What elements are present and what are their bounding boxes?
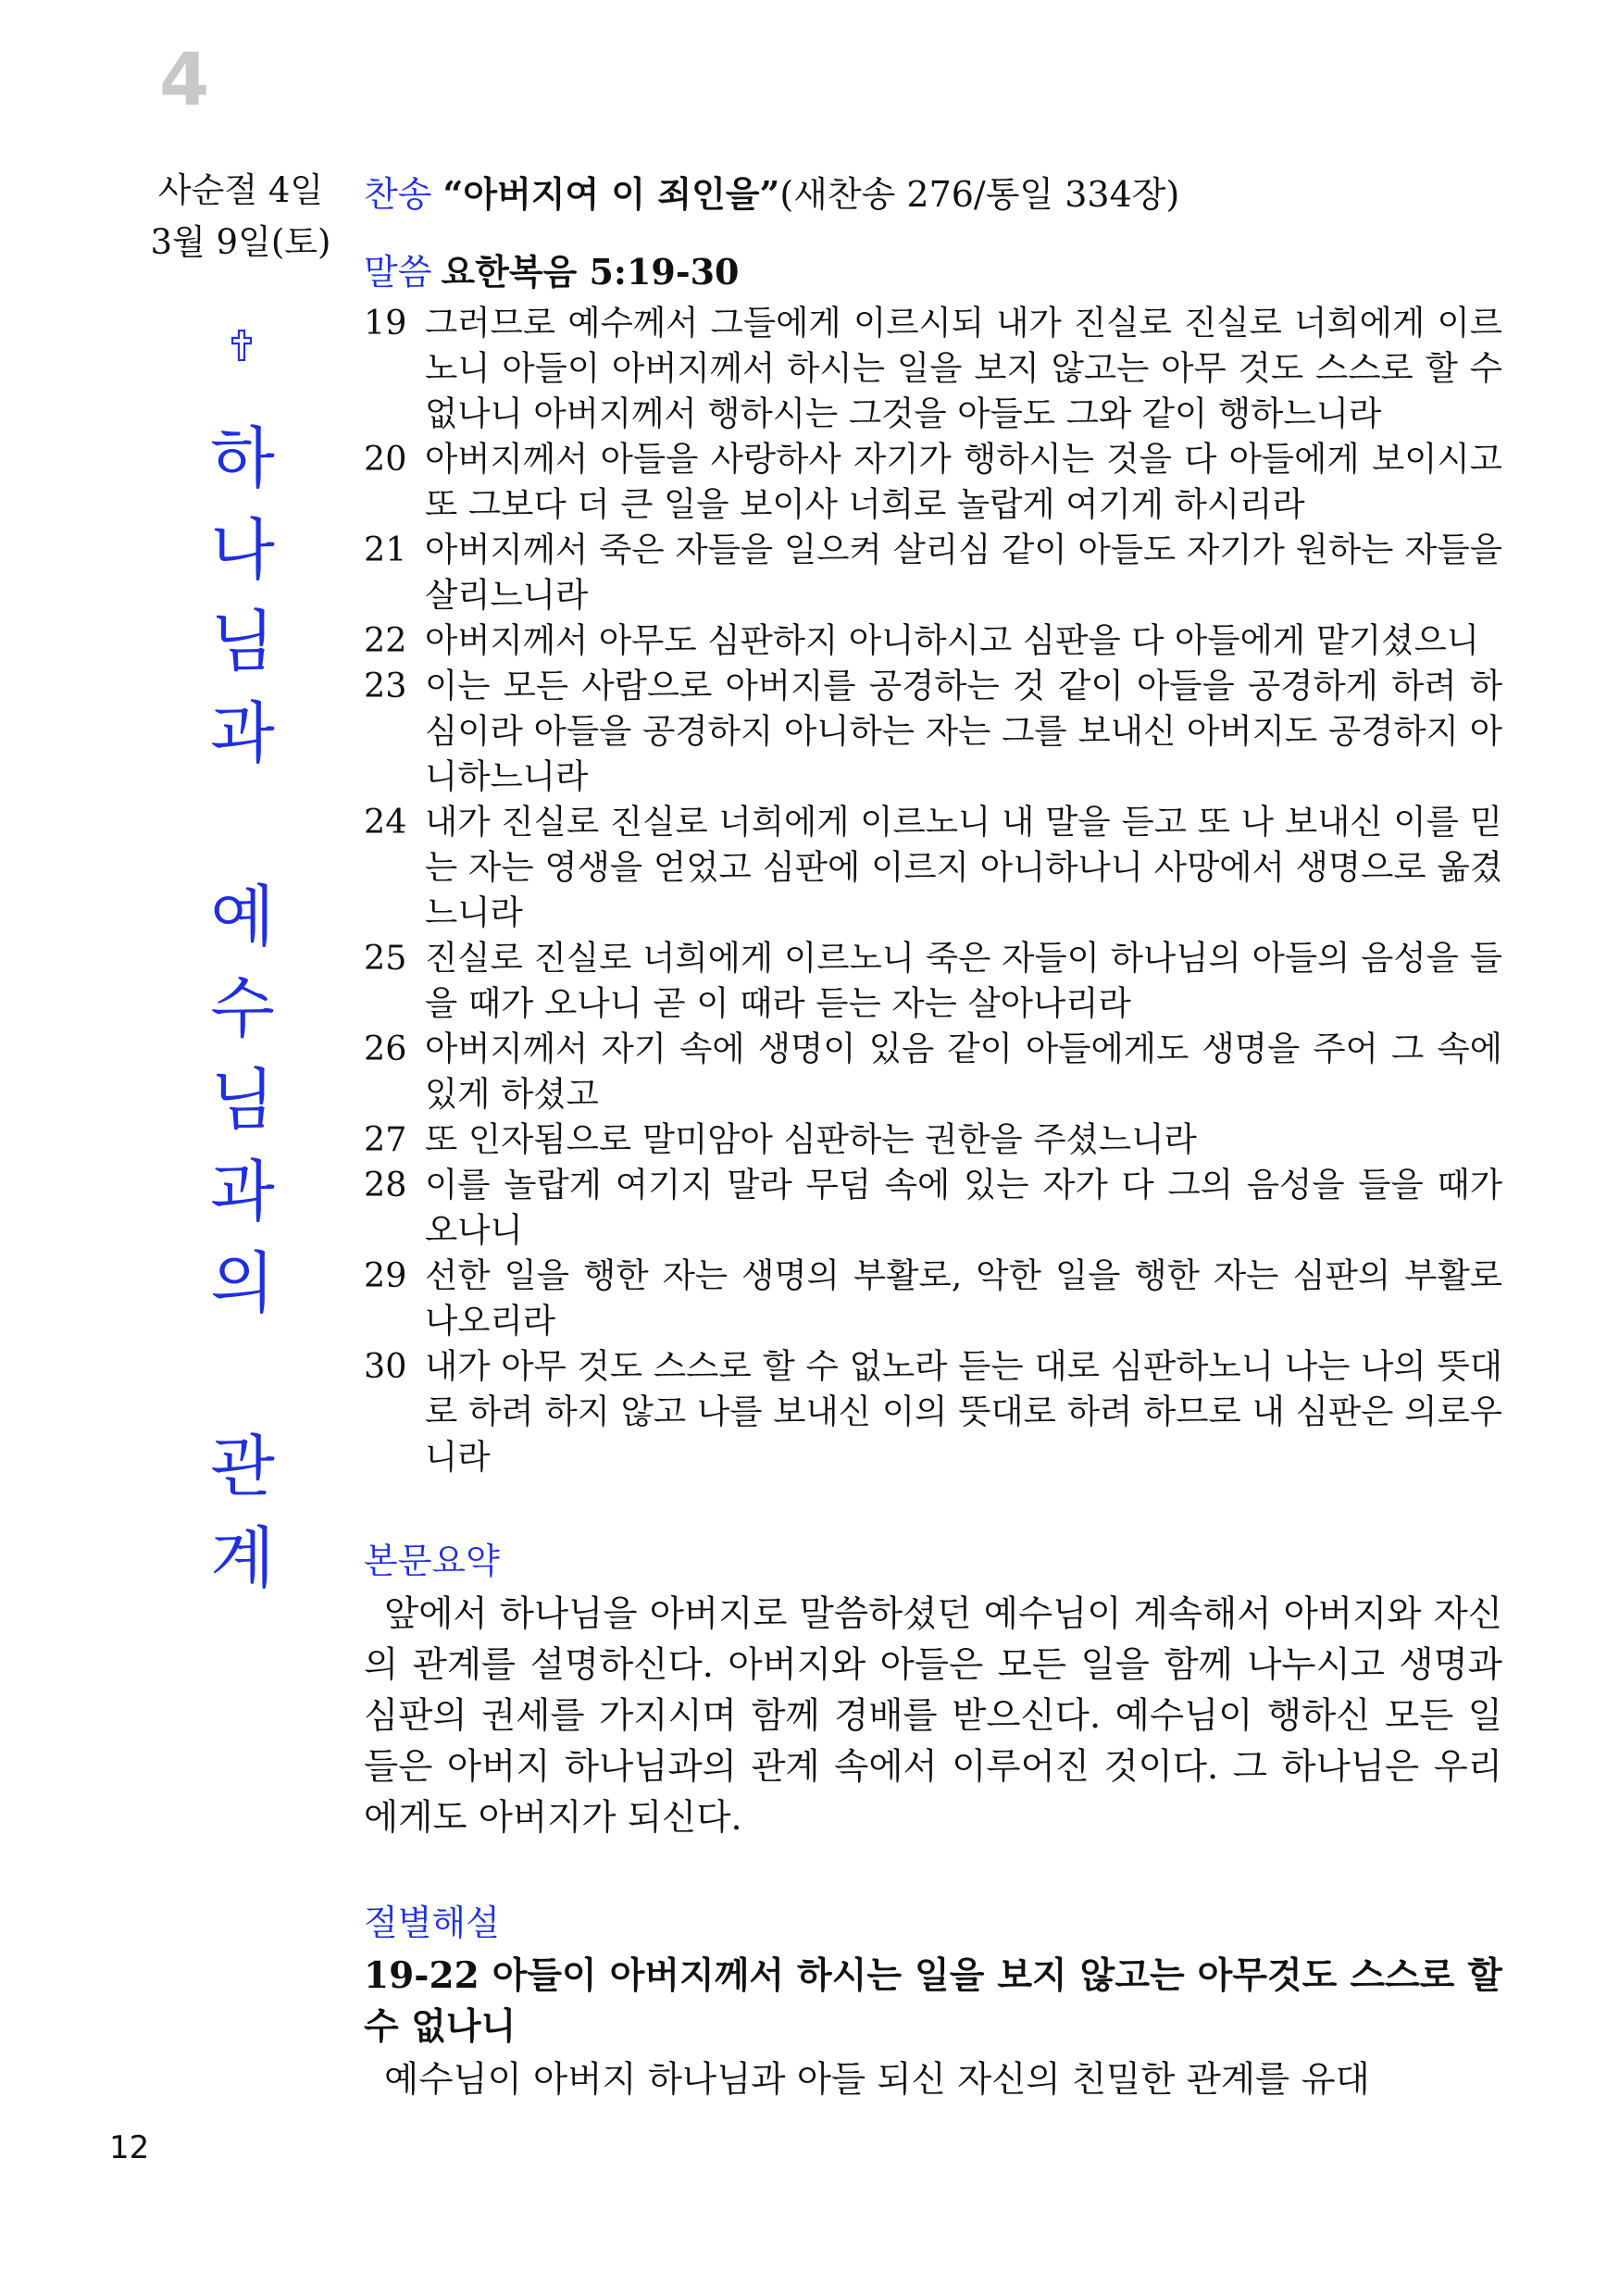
cross-icon — [231, 330, 252, 361]
lent-day: 사순절 4일 — [157, 170, 324, 210]
verse — [364, 1162, 1502, 1253]
chapter-number: 4 — [159, 39, 210, 122]
vertical-title-char: 님 — [210, 603, 275, 680]
verse-text: 이는 모든 사람으로 아버지를 공경하는 것 같이 아들을 공경하게 하려 하심이라 아들을 공경하지 아니하는 자는 그를 보내신 아버지도 공경하지 아니하느니라 — [425, 666, 1502, 796]
verse-text: 선한 일을 행한 자는 생명의 부활로, 악한 일을 행한 자는 심판의 부활로 나오리라 — [425, 1255, 1502, 1341]
verse — [364, 1253, 1502, 1343]
vertical-title-gap — [205, 1329, 280, 1421]
exegesis-heading: 절별해설 — [364, 1903, 500, 1943]
hymn-label: 찬송 — [364, 174, 432, 215]
verse — [364, 618, 1502, 663]
verse-text: 아버지께서 죽은 자들을 일으켜 살리심 같이 아들도 자기가 원하는 자들을 살리느니라 — [425, 530, 1502, 615]
verse — [364, 1117, 1502, 1162]
hymn-ref: (새찬송 276/통일 334장) — [779, 174, 1180, 215]
main-content — [364, 167, 1502, 2105]
page-number: 12 — [109, 2129, 150, 2166]
verse-text: 아버지께서 아무도 심판하지 아니하시고 심판을 다 아들에게 맡기셨으니 — [425, 620, 1479, 660]
verse — [364, 1026, 1502, 1117]
verse-number: 28 — [364, 1165, 407, 1204]
verse-number: 25 — [364, 938, 407, 978]
verse — [364, 1343, 1502, 1479]
summary-text: 앞에서 하나님을 아버지로 말씀하셨던 예수님이 계속해서 아버지와 자신의 관계를 설명하신다. 아버지와 아들은 모든 일을 함께 나누시고 생명과 심판의 권세를 가지시며 함께 경배를 받으신다. 예수님이 행하신 모든 일들은 아버지 하나님과의 관계 속에서 이루어진 것이다. 그 하나님은 우리에게도 아버지가 되신다. — [364, 1593, 1502, 1839]
verse-number: 22 — [364, 620, 407, 660]
verse-number: 24 — [364, 802, 407, 842]
scripture-label: 말씀 — [364, 252, 432, 293]
verse-text: 아버지께서 아들을 사랑하사 자기가 행하시는 것을 다 아들에게 보이시고 또 그보다 더 큰 일을 보이사 너희로 놀랍게 여기게 하시리라 — [425, 439, 1502, 524]
calendar-date: 3월 9일(토) — [150, 222, 331, 262]
verse-number: 29 — [364, 1255, 407, 1295]
date-block — [139, 165, 342, 268]
vertical-title-char: 예 — [210, 878, 275, 955]
scripture-ref: 요한복음 5:19-30 — [441, 251, 740, 293]
verse-number: 19 — [364, 303, 407, 343]
verse-text: 진실로 진실로 너희에게 이르노니 죽은 자들이 하나님의 아들의 음성을 들을 때가 오나니 곧 이 때라 듣는 자는 살아나리라 — [425, 938, 1502, 1023]
vertical-title-char: 님 — [210, 1061, 275, 1139]
verse — [364, 799, 1502, 935]
vertical-title-gap — [205, 780, 280, 871]
verse-text: 아버지께서 자기 속에 생명이 있음 같이 아들에게도 생명을 주어 그 속에 있게 하셨고 — [425, 1029, 1502, 1114]
verse-number: 23 — [364, 666, 407, 705]
verse-list — [364, 300, 1502, 1479]
summary-heading: 본문요약 — [364, 1541, 500, 1581]
verse-text: 이를 놀랍게 여기지 말라 무덤 속에 있는 자가 다 그의 음성을 들을 때가 오나니 — [425, 1165, 1502, 1250]
verse-number: 27 — [364, 1119, 407, 1159]
vertical-title — [205, 413, 280, 1604]
verse — [364, 663, 1502, 799]
verse — [364, 436, 1502, 527]
verse — [364, 300, 1502, 436]
exegesis-text: 예수님이 아버지 하나님과 아들 되신 자신의 친밀한 관계를 유대 — [384, 2059, 1370, 2101]
hymn-title: “아버지여 이 죄인을” — [442, 173, 780, 215]
vertical-title-char: 하 — [210, 419, 275, 497]
vertical-title-char: 과 — [210, 1153, 275, 1230]
vertical-title-char: 계 — [210, 1519, 275, 1597]
vertical-title-char: 나 — [210, 511, 275, 589]
vertical-title-char: 관 — [210, 1428, 275, 1505]
verse-number: 26 — [364, 1029, 407, 1068]
verse-number: 30 — [364, 1346, 407, 1386]
verse-number: 21 — [364, 530, 407, 569]
verse-text: 또 인자됨으로 말미암아 심판하는 권한을 주셨느니라 — [425, 1119, 1197, 1159]
verse-text: 내가 아무 것도 스스로 할 수 없노라 듣는 대로 심판하노니 나는 나의 뜻대로 하려 하지 않고 나를 보내신 이의 뜻대로 하려 하므로 내 심판은 의로우니라 — [425, 1346, 1502, 1477]
vertical-title-char: 수 — [210, 969, 275, 1047]
scripture-heading — [364, 248, 1502, 296]
verse-number: 20 — [364, 439, 407, 479]
vertical-title-char: 과 — [210, 694, 275, 772]
verse-text: 내가 진실로 진실로 너희에게 이르노니 내 말을 듣고 또 나 보내신 이를 믿는 자는 영생을 얻었고 심판에 이르지 아니하나니 사망에서 생명으로 옮겼느니라 — [425, 802, 1502, 932]
verse — [364, 527, 1502, 618]
exegesis-subheading: 19-22 아들이 아버지께서 하시는 일을 보지 않고는 아무것도 스스로 할 수 없나니 — [364, 1954, 1502, 2048]
vertical-title-char: 의 — [210, 1244, 275, 1322]
verse — [364, 935, 1502, 1026]
verse-text: 그러므로 예수께서 그들에게 이르시되 내가 진실로 진실로 너희에게 이르노니 아들이 아버지께서 하시는 일을 보지 않고는 아무 것도 스스로 할 수 없나니 아버지께서 행하시는 그것을 아들도 그와 같이 행하느니라 — [425, 303, 1502, 433]
hymn-line — [364, 167, 1502, 222]
